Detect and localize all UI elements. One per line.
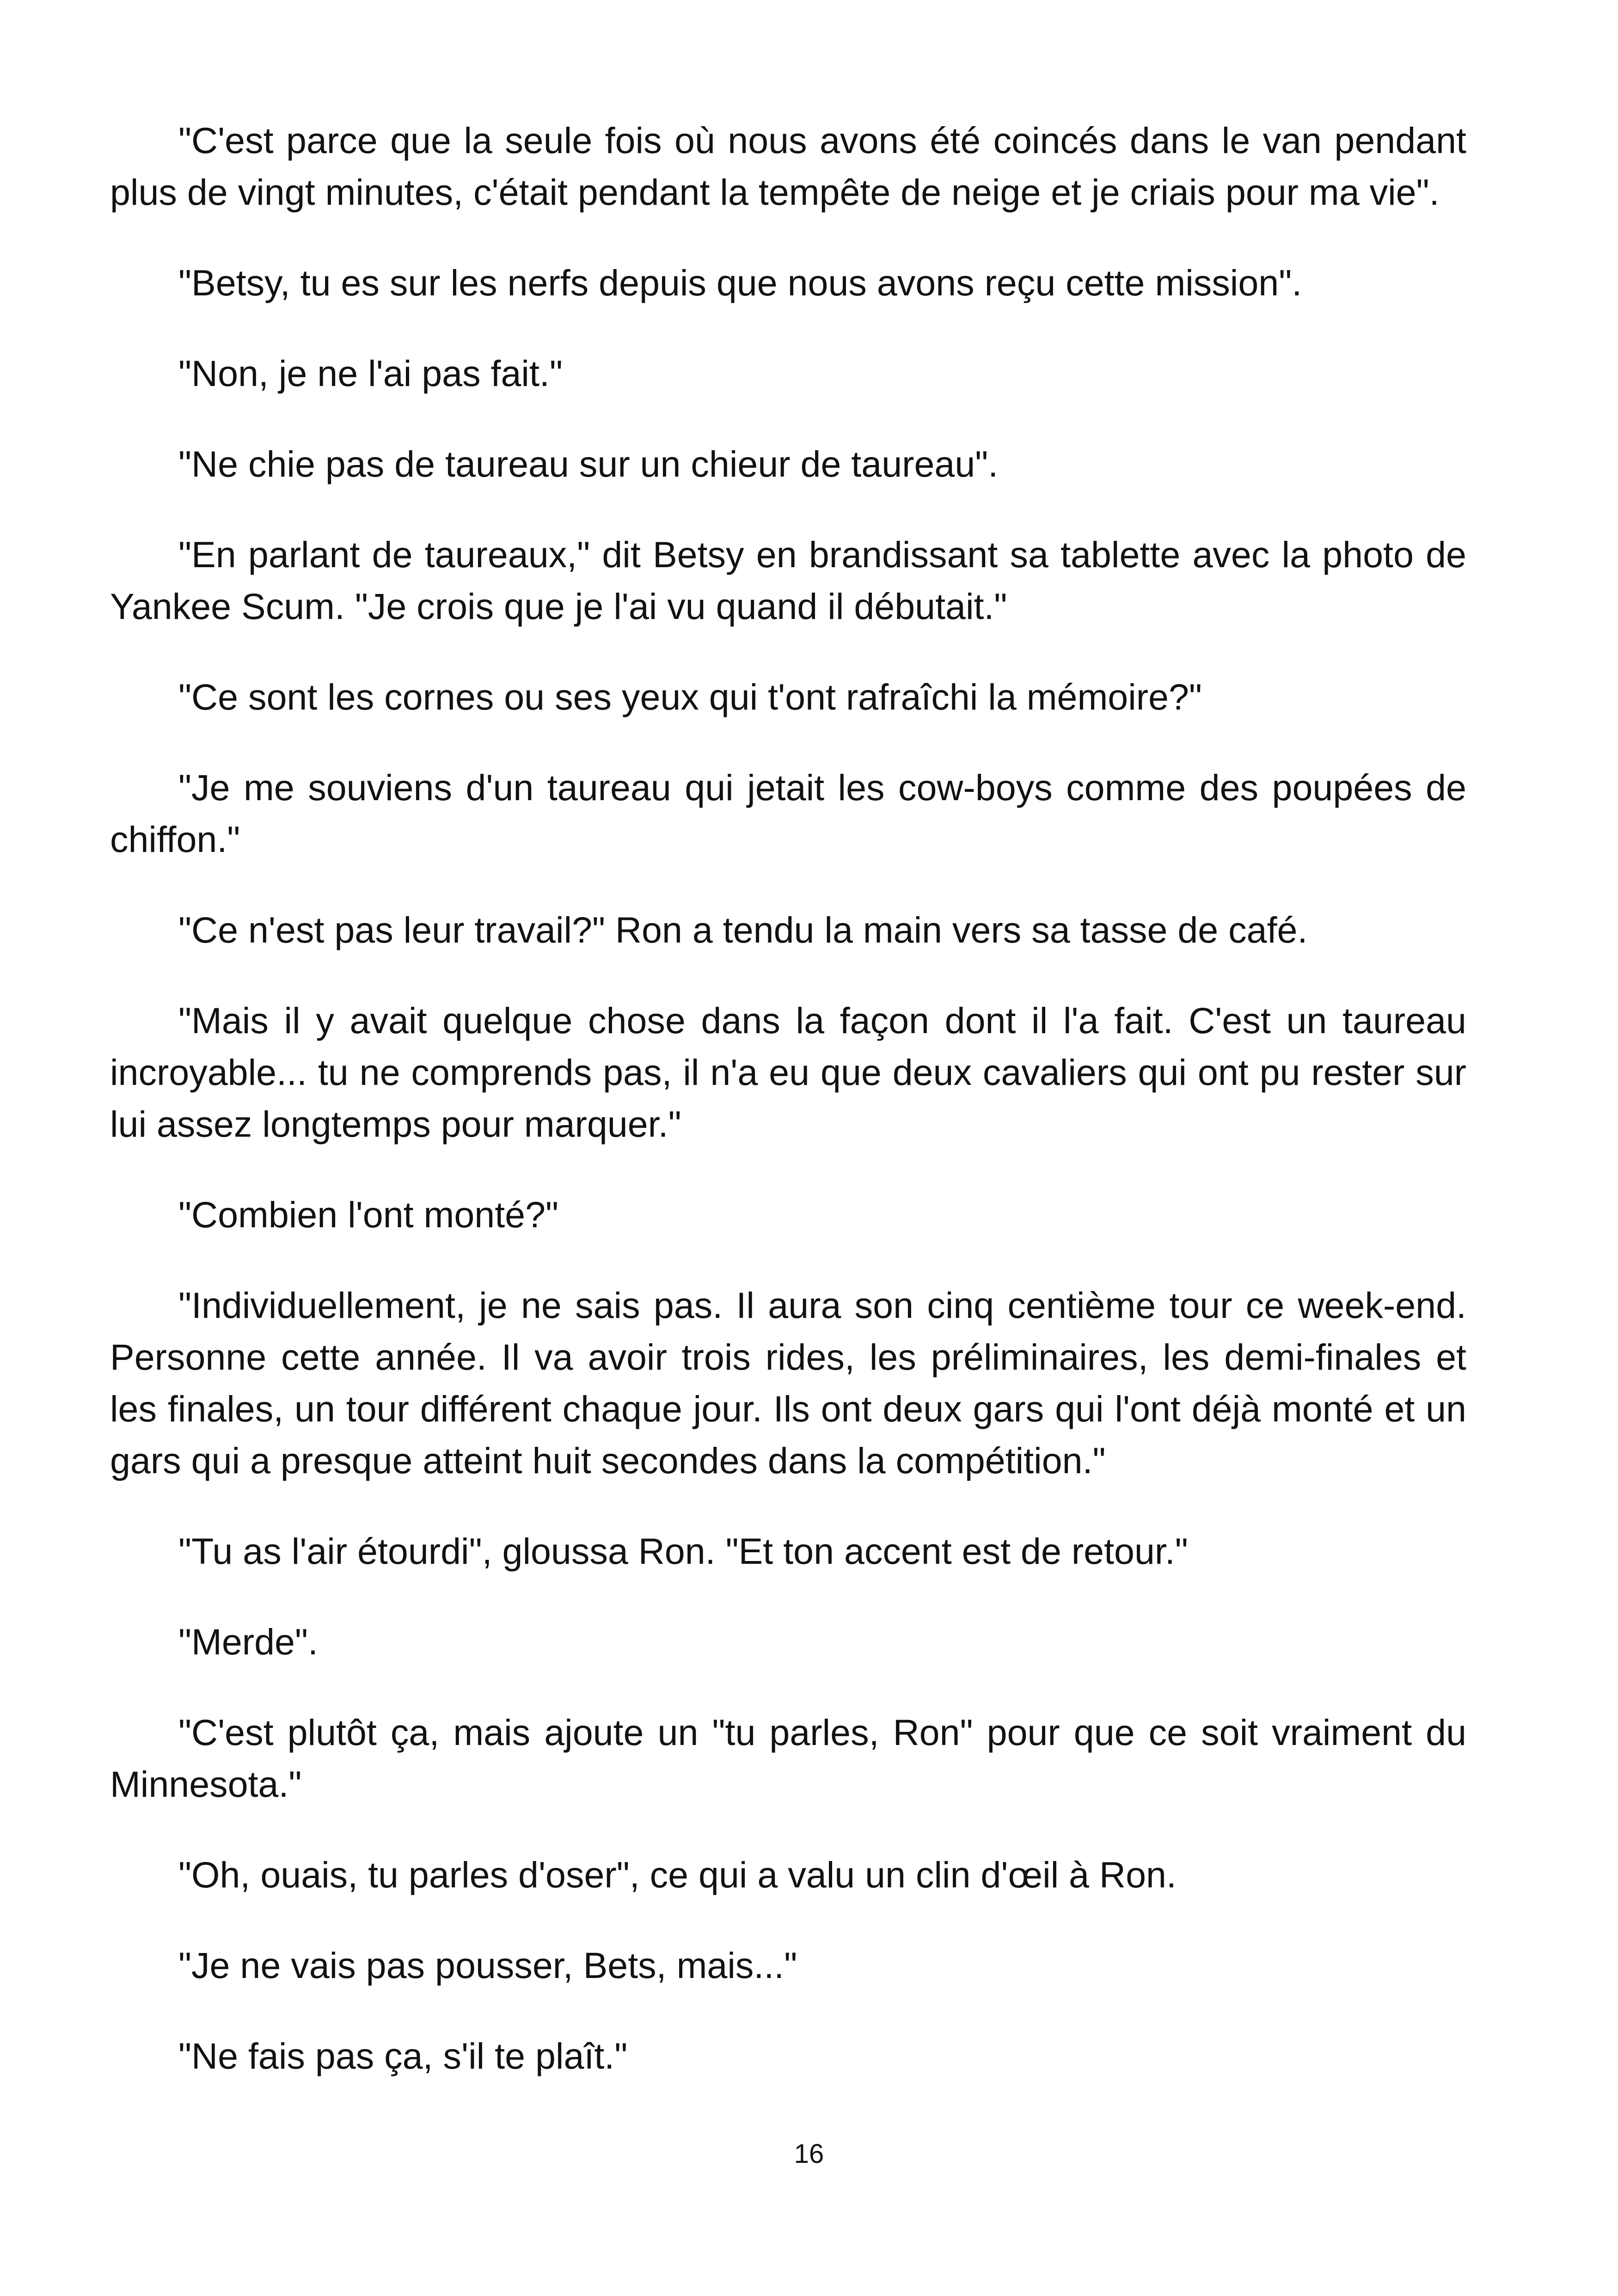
paragraph: "Individuellement, je ne sais pas. Il aura son cinq centième tour ce week-end. Personne cette année. Il va avoir trois rides, les préliminaires, les demi-finales et les finales, un tour différent chaque jour. Ils ont deux gars qui l'ont déjà monté et un gars qui a presque atteint huit secondes dans la compétition."	[110, 1285, 1466, 1481]
paragraph: "Ne fais pas ça, s'il te plaît."	[178, 2035, 628, 2076]
body-text	[110, 115, 1466, 2121]
paragraph: "Ne chie pas de taureau sur un chieur de taureau".	[178, 443, 999, 484]
paragraph: "C'est parce que la seule fois où nous avons été coincés dans le van pendant plus de vingt minutes, c'était pendant la tempête de neige et je criais pour ma vie".	[110, 120, 1466, 213]
paragraph: "Ce n'est pas leur travail?" Ron a tendu la main vers sa tasse de café.	[178, 909, 1308, 950]
paragraph: "Tu as l'air étourdi", gloussa Ron. "Et ton accent est de retour."	[178, 1531, 1188, 1572]
paragraph: "Mais il y avait quelque chose dans la façon dont il l'a fait. C'est un taureau incroyable... tu ne comprends pas, il n'a eu que deux cavaliers qui ont pu rester sur lui assez longtemps pour marquer."	[110, 1000, 1466, 1145]
paragraph: "Betsy, tu es sur les nerfs depuis que nous avons reçu cette mission".	[178, 262, 1302, 303]
paragraph: "En parlant de taureaux," dit Betsy en brandissant sa tablette avec la photo de Yankee Scum. "Je crois que je l'ai vu quand il débutait."	[110, 534, 1466, 627]
paragraph: "Ce sont les cornes ou ses yeux qui t'ont rafraîchi la mémoire?"	[178, 676, 1202, 717]
paragraph: "Merde".	[178, 1621, 318, 1662]
paragraph: "C'est plutôt ça, mais ajoute un "tu parles, Ron" pour que ce soit vraiment du Minnesota."	[110, 1712, 1466, 1805]
paragraph: "Combien l'ont monté?"	[178, 1194, 559, 1235]
paragraph: "Je ne vais pas pousser, Bets, mais..."	[178, 1945, 797, 1986]
paragraph: "Je me souviens d'un taureau qui jetait les cow-boys comme des poupées de chiffon."	[110, 767, 1466, 860]
paragraph: "Non, je ne l'ai pas fait."	[178, 353, 563, 394]
paragraph: "Oh, ouais, tu parles d'oser", ce qui a valu un clin d'œil à Ron.	[178, 1854, 1177, 1895]
page-number: 16	[794, 2139, 824, 2169]
